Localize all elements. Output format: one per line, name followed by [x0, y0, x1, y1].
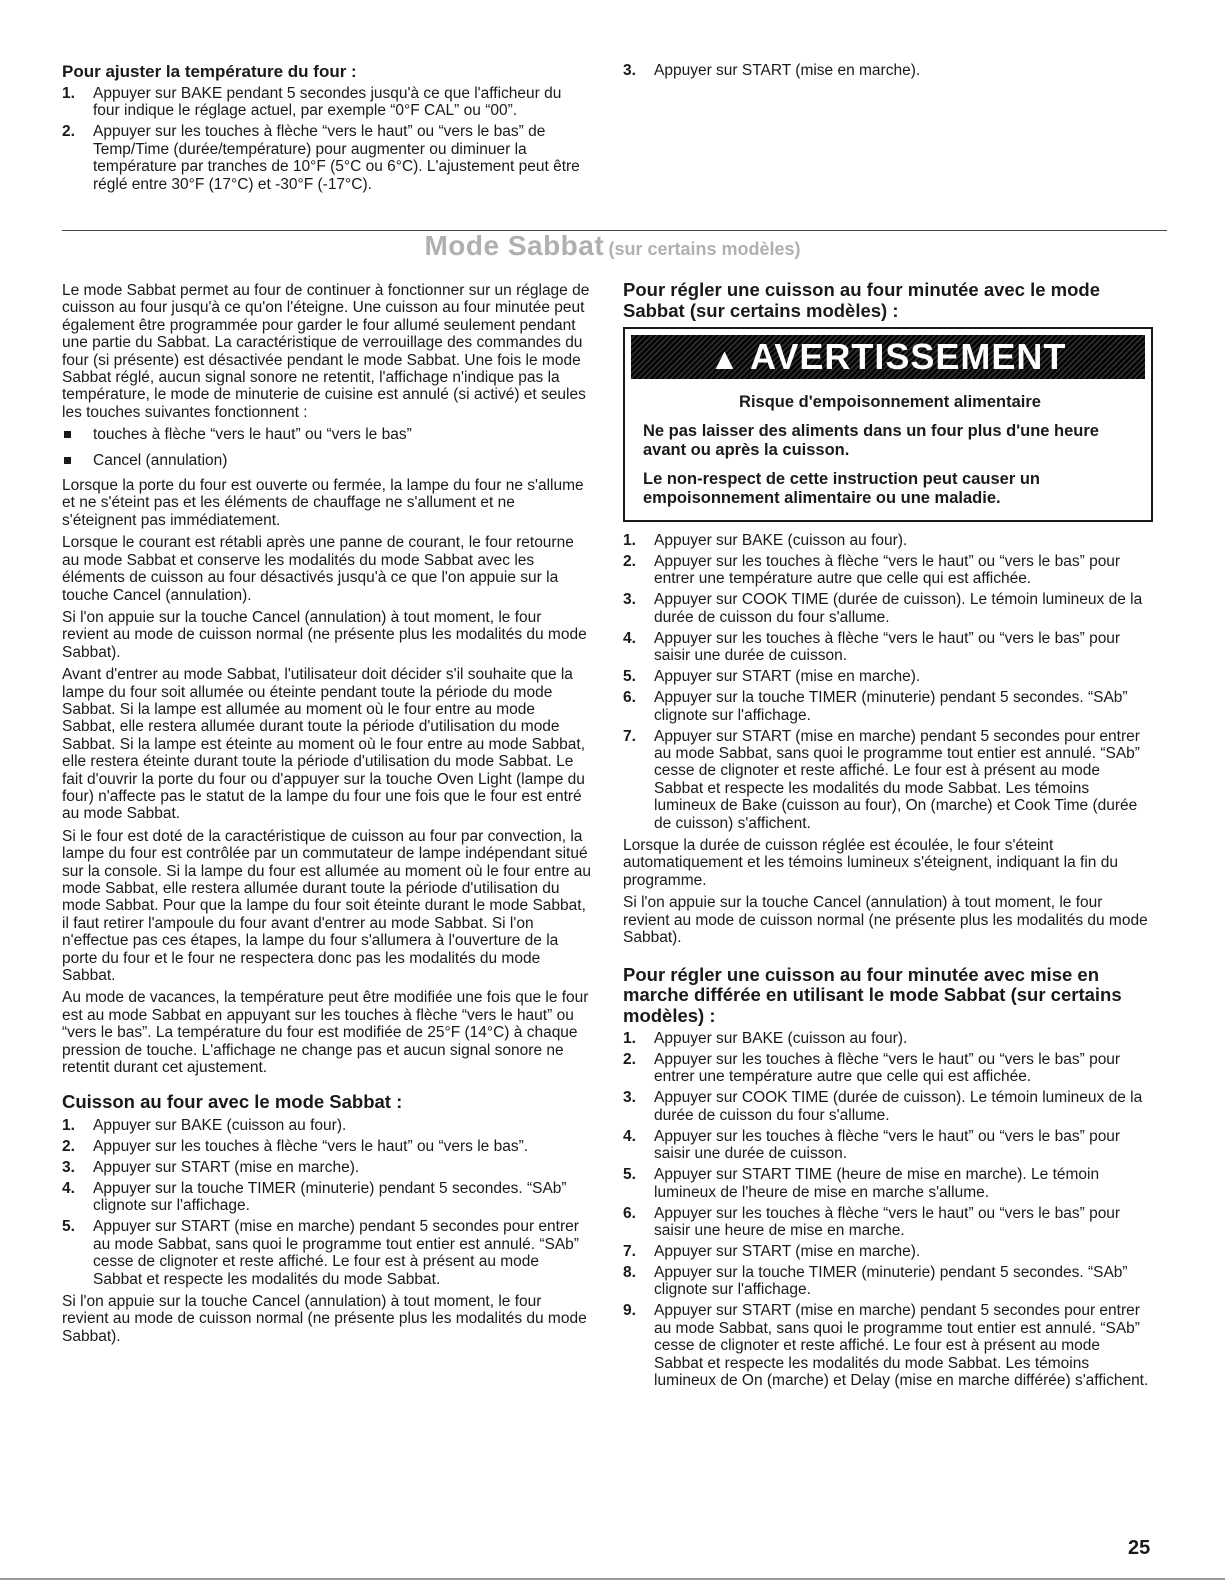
list-item: 8. Appuyer sur la touche TIMER (minuterie) pendant 5 secondes. “SAb” clignote sur l'affichage. [623, 1264, 1128, 1299]
paragraph: Au mode de vacances, la température peut être modifiée une fois que le four est au mode Sabbat en appuyant sur les touches à flèche “vers le haut” ou “vers le bas”. La température du four est modifiée de 25°F (14°C) à chaque pression de touche. L'affichage ne change pas et aucun signal sonore ne retentit durant cet ajustement. [62, 989, 589, 1077]
paragraph: Lorsque le courant est rétabli après une panne de courant, le four retourne au mode Sabbat et conserve les modalités du mode Sabbat avec les éléments de cuisson au four désactivés jusqu'à ce que l'on appuie sur la touche Cancel (annulation). [62, 534, 574, 604]
top-left-column [62, 62, 592, 198]
list-item [623, 62, 1153, 79]
timed-sabbat-steps [623, 532, 1153, 832]
oven-temp-steps [62, 85, 592, 193]
paragraph: Avant d'entrer au mode Sabbat, l'utilisateur doit décider s'il souhaite que la lampe du four soit allumée ou éteinte pendant toute la période du mode Sabbat. Si la lampe est allumée au moment où le four entre au mode Sabbat, elle restera allumée durant toute la période d'utilisation du mode Sabbat. Si la lampe est éteinte au moment où le four entre au mode Sabbat, elle restera éteinte durant toute la période d'utilisation du mode Sabbat. Le fait d'ouvrir la porte du four ou d'appuyer sur la touche Oven Light (lampe du four) n'affecte pas le statut de la lampe du four une fois que le four est entré au mode Sabbat. [62, 666, 586, 823]
oven-temp-heading: Pour ajuster la température du four : [62, 62, 357, 81]
warning-line: Ne pas laisser des aliments dans un four plus d'une heure avant ou après la cuisson. [643, 422, 1099, 459]
list-item: 5. Appuyer sur START TIME (heure de mise en marche). Le témoin lumineux de l'heure de mise en marche s'allume. [623, 1166, 1100, 1201]
list-item: 9. Appuyer sur START (mise en marche) pendant 5 secondes pour entrer au mode Sabbat, sans quoi le programme tout entier est annulé. “SAb” cesse de clignoter et reste affiché. Le four est à présent au mode Sabbat et respecte les modalités du mode Sabbat. Les témoins lumineux de On (marche) et Delay (mise en marche différée) s'affichent. [623, 1302, 1149, 1390]
delayed-sabbat-steps [623, 1030, 1153, 1389]
bullet-icon [64, 431, 71, 438]
paragraph: Si l'on appuie sur la touche Cancel (annulation) à tout moment, le four revient au mode de cuisson normal (ne présente plus les modalités du mode Sabbat). [62, 1293, 587, 1345]
right-column [623, 280, 1153, 1394]
bullet-icon [64, 457, 71, 464]
list-item: 2. Appuyer sur les touches à flèche “vers le haut” ou “vers le bas”. [62, 1137, 529, 1155]
sabbat-intro: Le mode Sabbat permet au four de continuer à fonctionner sur un réglage de cuisson au four jusqu'à ce qu'on l'éteigne. Une cuisson au four minutée peut également être programmée pour garder le four allumé seulement pendant une partie du Sabbat. La caractéristique de verrouillage des commandes du four (si présente) est désactivée pendant le mode Sabbat. Une fois le mode Sabbat réglé, aucun signal sonore ne retentit, l'affichage n'indique pas la température, le mode de minuterie de cuisine est annulé (si activé) et seules les touches suivantes fonctionnent : [62, 282, 590, 421]
warning-banner [631, 335, 1145, 379]
list-item: 5. Appuyer sur START (mise en marche). [623, 668, 921, 686]
warning-triangle-icon: ▲ [709, 343, 741, 376]
bottom-edge-line [0, 1578, 1225, 1580]
paragraph: Lorsque la porte du four est ouverte ou fermée, la lampe du four ne s'allume et ne s'éteint pas et les éléments de chauffage ne s'allument et ne s'éteignent pas immédiatement. [62, 477, 584, 529]
list-item: 6. Appuyer sur la touche TIMER (minuterie) pendant 5 secondes. “SAb” clignote sur l'affichage. [623, 689, 1128, 724]
list-item: 3. Appuyer sur START (mise en marche). [62, 1158, 360, 1176]
list-item: 4. Appuyer sur la touche TIMER (minuterie) pendant 5 secondes. “SAb” clignote sur l'affichage. [62, 1179, 567, 1215]
step-text: Appuyer sur BAKE pendant 5 secondes jusqu'à ce que l'afficheur du four indique le réglage actuel, par exemple “0°F CAL” ou “00”. [93, 85, 562, 120]
list-item [62, 123, 592, 193]
list-item: 1. Appuyer sur BAKE (cuisson au four). [62, 1116, 347, 1134]
step-text: Appuyer sur les touches à flèche “vers le haut” ou “vers le bas” de Temp/Time (durée/température) pour augmenter ou diminuer la température par tranches de 10°F (5°C ou 6°C). L'ajustement peut être réglé entre 30°F (17°C) et -30°F (-17°C). [93, 123, 580, 193]
list-item: 5. Appuyer sur START (mise en marche) pendant 5 secondes pour entrer au mode Sabbat, sans quoi le programme tout entier est annulé. “SAb” cesse de clignoter et reste affiché. Le four est à présent au mode Sabbat et respecte les modalités du mode Sabbat. [62, 1218, 579, 1288]
step-text: Appuyer sur START (mise en marche). [654, 62, 921, 79]
warning-risk: Risque d'empoisonnement alimentaire [739, 393, 1041, 411]
section-divider [62, 230, 1167, 231]
step-number: 1. [62, 85, 75, 102]
bake-sabbat-steps [62, 1117, 592, 1288]
paragraph: Lorsque la durée de cuisson réglée est écoulée, le four s'éteint automatiquement et les témoins lumineux s'éteignent, indiquant la fin du programme. [623, 837, 1118, 889]
left-column [62, 282, 592, 1350]
paragraph: Si l'on appuie sur la touche Cancel (annulation) à tout moment, le four revient au mode de cuisson normal (ne présente plus les modalités du mode Sabbat). [62, 608, 587, 661]
list-item: 3. Appuyer sur COOK TIME (durée de cuisson). Le témoin lumineux de la durée de cuisson du four s'allume. [623, 1089, 1143, 1124]
warning-line: Le non-respect de cette instruction peut causer un empoisonnement alimentaire ou une maladie. [643, 470, 1040, 507]
warning-title: AVERTISSEMENT [750, 336, 1067, 377]
list-item: 3. Appuyer sur COOK TIME (durée de cuisson). Le témoin lumineux de la durée de cuisson du four s'allume. [623, 591, 1143, 626]
section-title-sub: (sur certains modèles) [608, 239, 801, 259]
list-item: Cancel (annulation) [62, 452, 592, 469]
warning-body [625, 379, 1151, 520]
step-number: 3. [623, 62, 636, 79]
paragraph: Si le four est doté de la caractéristique de cuisson au four par convection, la lampe du four est contrôlée par un commutateur de lampe indépendant situé sur la console. Si la lampe du four est allumée au moment où le four entre au mode Sabbat, elle restera allumée durant toute la période d'utilisation du mode Sabbat. Pour que la lampe du four soit éteinte durant le mode Sabbat, il faut retirer l'ampoule du four avant d'entrer au mode Sabbat. Si l'on n'effectue pas ces étapes, la lampe du four s'allumera à l'ouverture de la porte du four et le four ne respectera donc pas les modalités du mode Sabbat. [62, 827, 592, 985]
list-item: touches à flèche “vers le haut” ou “vers le bas” [62, 426, 592, 443]
paragraph: Si l'on appuie sur la touche Cancel (annulation) à tout moment, le four revient au mode de cuisson normal (ne présente plus les modalités du mode Sabbat). [623, 894, 1148, 947]
section-title [0, 230, 1225, 261]
list-item: 2. Appuyer sur les touches à flèche “vers le haut” ou “vers le bas” pour entrer une température autre que celle qui est affichée. [623, 1051, 1121, 1086]
bake-sabbat-heading: Cuisson au four avec le mode Sabbat : [62, 1091, 403, 1113]
active-keys-list [62, 426, 592, 469]
list-item: 2. Appuyer sur les touches à flèche “vers le haut” ou “vers le bas” pour entrer une température autre que celle qui est affichée. [623, 553, 1121, 588]
list-item [62, 85, 592, 120]
list-item: 7. Appuyer sur START (mise en marche). [623, 1243, 921, 1261]
warning-box [623, 327, 1153, 522]
delayed-sabbat-heading: Pour régler une cuisson au four minutée avec mise en marche différée en utilisant le mode Sabbat (sur certains modèles) : [623, 963, 1122, 1026]
list-item: 7. Appuyer sur START (mise en marche) pendant 5 secondes pour entrer au mode Sabbat, sans quoi le programme tout entier est annulé. “SAb” cesse de clignoter et reste affiché. Le four est à présent au mode Sabbat et respecte les modalités du mode Sabbat. Les témoins lumineux de Bake (cuisson au four), On (marche) et Cook Time (durée de cuisson) s'affichent. [623, 727, 1140, 832]
list-item: 4. Appuyer sur les touches à flèche “vers le haut” ou “vers le bas” pour saisir une durée de cuisson. [623, 1127, 1121, 1163]
section-title-main: Mode Sabbat [424, 230, 605, 261]
top-right-column [623, 62, 1153, 84]
list-item: 1. Appuyer sur BAKE (cuisson au four). [623, 1030, 908, 1047]
list-item: 1. Appuyer sur BAKE (cuisson au four). [623, 532, 908, 549]
timed-sabbat-heading: Pour régler une cuisson au four minutée avec le mode Sabbat (sur certains modèles) : [623, 279, 1101, 321]
step-number: 2. [62, 123, 75, 141]
list-item: 6. Appuyer sur les touches à flèche “vers le haut” ou “vers le bas” pour saisir une heure de mise en marche. [623, 1204, 1121, 1240]
list-item: 4. Appuyer sur les touches à flèche “vers le haut” ou “vers le bas” pour saisir une durée de cuisson. [623, 629, 1121, 665]
page-number: 25 [1128, 1537, 1151, 1559]
oven-temp-steps-cont [623, 62, 1153, 79]
